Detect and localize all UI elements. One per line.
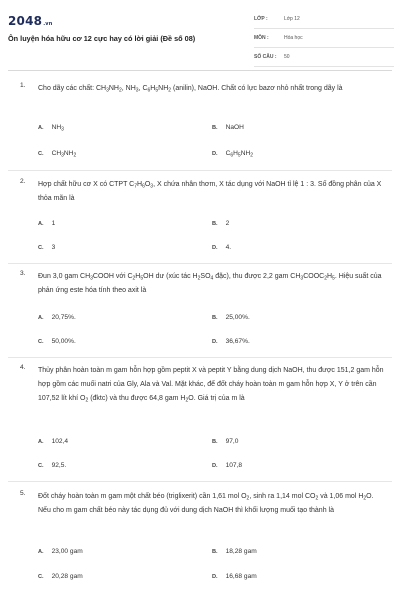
question-number: 2. — [20, 178, 26, 185]
question-divider — [8, 481, 392, 482]
option-a[interactable]: A. $NH_3$ — [38, 124, 64, 133]
question-text: Đun 3,0 gam $CH_3COOH$ với $C_2H_5OH$ dư (xúc tác $H_2SO_4$ đặc), thu được 2,2 gam $CH_3COOC_2H_5$. Hiệu suất của phản ứng este hóa tính theo axit là — [38, 273, 382, 294]
question-number: 3. — [20, 270, 26, 277]
option-b[interactable]: B. 18,28 gam — [212, 548, 257, 555]
meta-value: Lớp 12 — [284, 16, 300, 22]
question-text: Thủy phân hoàn toàn m gam hỗn hợp gồm peptit X và peptit Y bằng dung dịch NaOH, thu được 151,2 gam hỗn hợp gồm các muối natri của Gly, Ala và Val. Mặt khác, để đốt cháy hoàn toàn m gam hỗn hợp X, Y ở trên cần 107,52 lít khí $O_2$ (đktc) và thu được 64,8 gam $H_2O$. Giá trị của m là — [38, 367, 384, 404]
header — [0, 0, 400, 64]
option-a[interactable]: A. 20,75%. — [38, 314, 76, 321]
question-number: 4. — [20, 364, 26, 371]
option-b[interactable]: B. NaOH — [212, 124, 244, 131]
option-a[interactable]: A. 1 — [38, 220, 56, 227]
option-a[interactable]: A. 102,4 — [38, 438, 69, 445]
question-text: Cho dãy các chất: $CH_3NH_2$, $NH_3$, $C_6H_5NH_2$ (anilin), NaOH. Chất có lực bazơ nhỏ nhất trong dãy là — [38, 85, 343, 94]
option-b[interactable]: B. 97,0 — [212, 438, 239, 445]
meta-row-subject — [254, 33, 394, 48]
option-d[interactable]: D. $C_6H_5NH_2$ — [212, 150, 253, 159]
logo-text: 2048 — [8, 14, 43, 28]
question-divider — [8, 170, 392, 171]
meta-row-class — [254, 14, 394, 29]
meta-label: MÔN : — [254, 35, 269, 41]
meta-value: Hóa học — [284, 35, 303, 41]
document-meta — [254, 14, 394, 71]
header-divider — [8, 70, 392, 71]
option-c[interactable]: C. 50,00%. — [38, 338, 76, 345]
option-b[interactable]: B. 2 — [212, 220, 230, 227]
option-c[interactable]: C. 92,5. — [38, 462, 67, 469]
document-title: Ôn luyện hóa hữu cơ 12 cực hay có lời giải (Đề số 08) — [8, 34, 196, 43]
question-number: 5. — [20, 490, 26, 497]
question-divider — [8, 357, 392, 358]
meta-label: LỚP : — [254, 16, 268, 22]
option-d[interactable]: D. 16,68 gam — [212, 573, 257, 580]
option-d[interactable]: D. 4. — [212, 244, 232, 251]
site-logo[interactable] — [8, 14, 53, 28]
option-c[interactable]: C. 3 — [38, 244, 56, 251]
question-divider — [8, 263, 392, 264]
option-b[interactable]: B. 25,00%. — [212, 314, 250, 321]
option-c[interactable]: C. $CH_3NH_2$ — [38, 150, 77, 159]
option-c[interactable]: C. 20,28 gam — [38, 573, 83, 580]
logo-suffix: .vn — [43, 21, 53, 27]
option-d[interactable]: D. 36,67%. — [212, 338, 250, 345]
meta-row-count — [254, 52, 394, 67]
meta-label: SỐ CÂU : — [254, 54, 277, 60]
question-text: Hợp chất hữu cơ X có CTPT $C_7H_6O_3$, X chứa nhân thơm, X tác dụng với NaOH tỉ lệ 1 : 3. Số đồng phân của X thỏa mãn là — [38, 181, 382, 202]
question-text: Đốt cháy hoàn toàn m gam một chất béo (triglixerit) cần 1,61 mol $O_2$, sinh ra 1,14 mol $CO_2$ và 1,06 mol $H_2O$. Nếu cho m gam chất béo này tác dụng đủ với dung dịch NaOH thì khối lượng muối tạo thành là — [38, 493, 374, 514]
option-d[interactable]: D. 107,8 — [212, 462, 243, 469]
question-number: 1. — [20, 82, 26, 89]
meta-value: 50 — [284, 54, 290, 60]
option-a[interactable]: A. 23,00 gam — [38, 548, 83, 555]
